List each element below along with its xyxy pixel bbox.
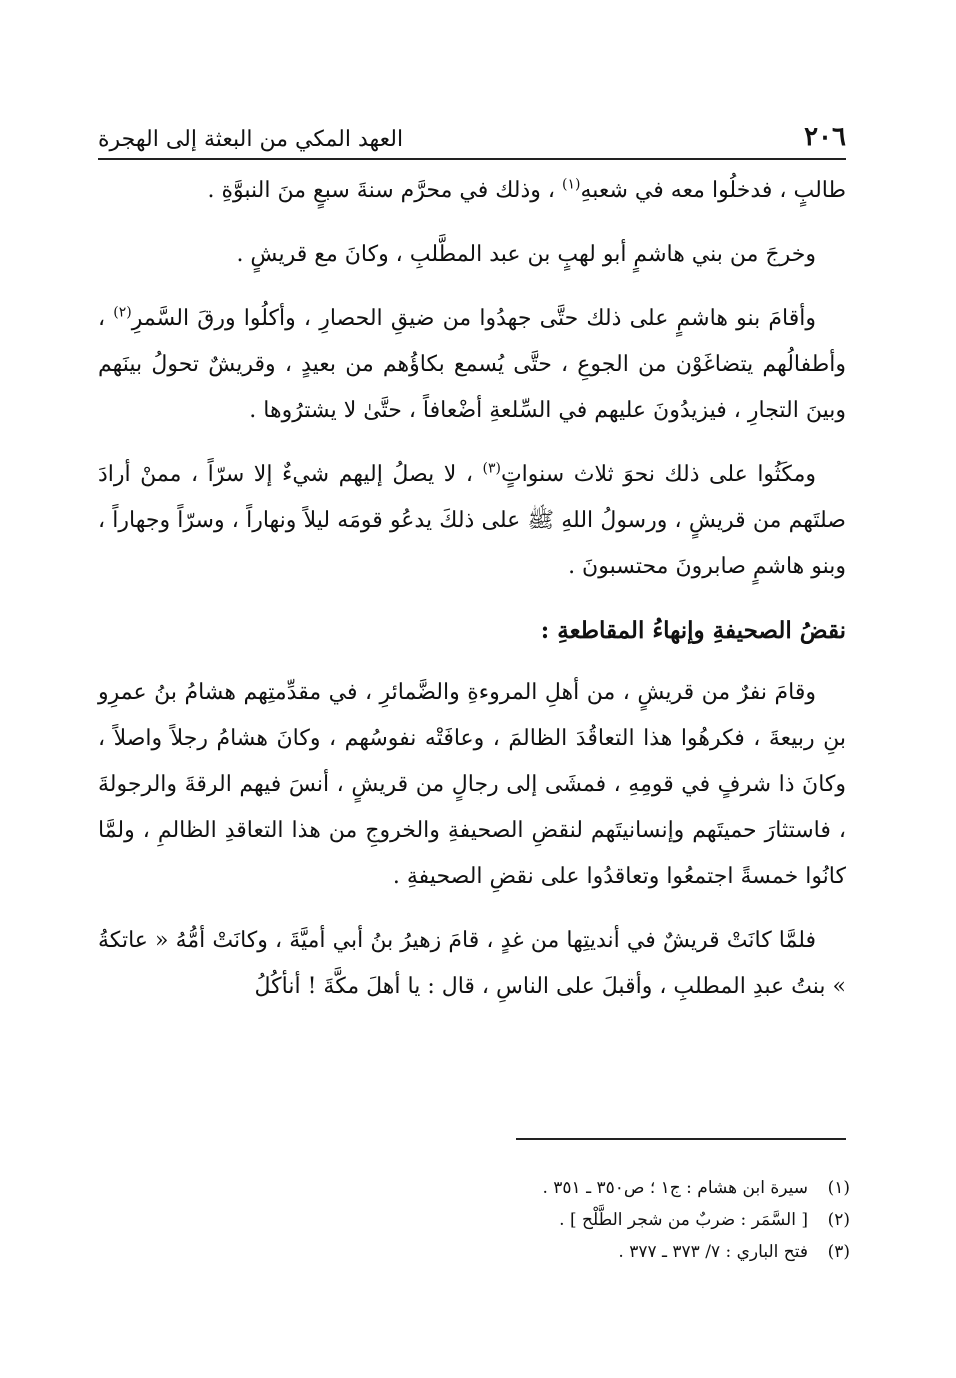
footnote-ref-2: (٢)	[113, 304, 132, 321]
footnote-text: [ السَّمَر : ضربٌ من شجر الطَّلْح ] .	[559, 1210, 808, 1230]
footnote-1	[98, 1172, 850, 1204]
footnote-text: سيرة ابن هشام : ج١ ؛ ص٣٥٠ ـ ٣٥١ .	[542, 1178, 808, 1198]
footnotes	[98, 1172, 850, 1268]
footnote-2	[98, 1204, 850, 1236]
footnote-ref-3: (٣)	[482, 460, 501, 477]
body-text	[98, 168, 846, 1028]
paragraph-text: ، لا يصلُ إليهم شيءٌ إلا سرّاً ، ممنْ أرادَ صلتَهم من قريشٍ ، ورسولُ اللهِ ﷺ على ذلكَ يدعُو قومَه ليلاً ونهاراً ، وسرّاً وجهاراً ، وبنو هاشمٍ صابرونَ محتسبونَ .	[98, 462, 846, 579]
page-header	[98, 112, 846, 160]
paragraph-text: طالبٍ ، فدخلُوا معه في شعبهِ	[580, 178, 846, 203]
paragraph-text: ، وذلك في محرَّم سنةَ سبعٍ منَ النبوَّةِ .	[207, 178, 562, 203]
paragraph-text: ومكَثُوا على ذلك نحوَ ثلاث سنواتٍ	[500, 462, 816, 487]
paragraph-1	[98, 168, 846, 214]
paragraph-5: وقامَ نفرٌ من قريشٍ ، من أهلِ المروءةِ والضَّمائرِ ، في مقدِّمتِهم هشامُ بنُ عمرِو بنِ ربيعةَ ، فكرهُوا هذا التعاقُدَ الظالمَ ، وعافَتْه نفوسُهم ، وكانَ هشامُ رجلاً واصلاً ، وكانَ ذا شرفٍ في قومِهِ ، فمشَى إلى رجالٍ من قريشٍ ، أنسَ فيهم الرقةَ والرجولةَ ، فاستثارَ حميتَهم وإنسانيتَهم لنقضِ الصحيفةِ والخروجِ من هذا التعاقدِ الظالمِ ، ولمَّا كانُوا خمسةً اجتمعُوا وتعاقدُوا على نقضِ الصحيفةِ .	[98, 680, 846, 889]
paragraph-4	[98, 452, 846, 590]
paragraph-2: وخرجَ من بني هاشمٍ أبو لهبٍ بن عبد المطَّلبِ ، وكانَ مع قريشٍ .	[236, 242, 816, 267]
paragraph-text: وأقامَ بنو هاشمٍ على ذلك حتَّى جهدُوا من ضيقِ الحصارِ ، وأكلُوا ورقَ السَّمرِ	[131, 306, 816, 331]
footnote-3	[98, 1236, 850, 1268]
paragraph-6: فلمَّا كانَتْ قريشٌ في أنديتِها من غدٍ ، قامَ زهيرُ بنُ أبي أميَّةَ ، وكانَتْ أمُّهُ « عاتكةُ » بنتُ عبدِ المطلبِ ، وأقبلَ على الناسِ ، قال : يا أهلَ مكَّةَ ! أنأكُلُ	[98, 928, 846, 999]
footnote-number: (٣)	[827, 1242, 850, 1262]
paragraph-3	[98, 296, 846, 434]
running-title: العهد المكي من البعثة إلى الهجرة	[98, 127, 404, 152]
paragraph-text: ، وأطفالُهم يتضاغَوْن من الجوعِ ، حتَّى يُسمع بكاؤُهم من بعيدٍ ، وقريشٌ تحولُ بينَهم وبينَ التجارِ ، فيزيدُونَ عليهم في السِّلعةِ أضْعافاً ، حتَّىٰ لا يشترُوها .	[98, 306, 846, 423]
page-number: ٢٠٦	[804, 122, 846, 152]
footnote-ref-1: (١)	[561, 176, 581, 193]
section-heading: نقضُ الصحيفةِ وإنهاءُ المقاطعةِ :	[540, 617, 846, 644]
footnote-number: (١)	[827, 1178, 850, 1198]
footnote-number: (٢)	[827, 1210, 850, 1230]
footnote-divider	[516, 1138, 846, 1140]
footnote-text: فتح الباري : ٧/ ٣٧٣ ـ ٣٧٧ .	[618, 1242, 808, 1262]
